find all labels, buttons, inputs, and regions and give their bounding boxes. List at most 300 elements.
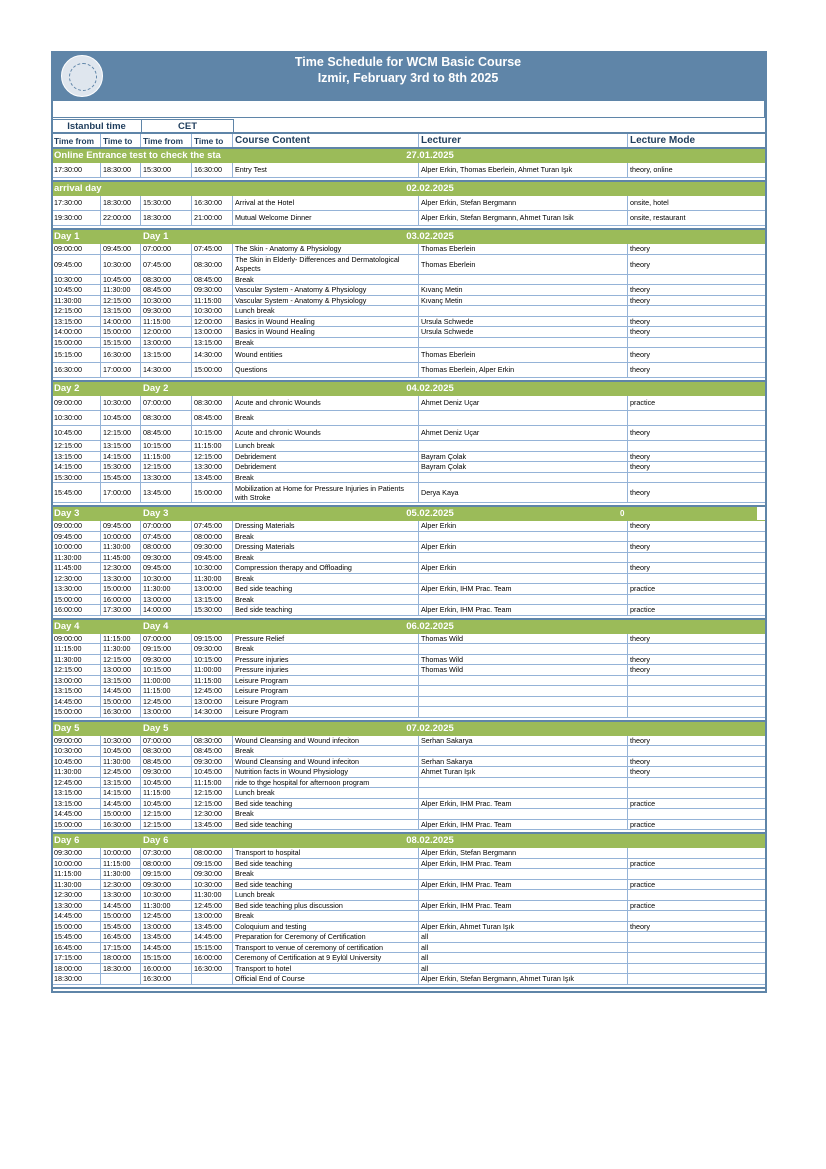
time-to-cet: 10:30:00 <box>192 306 233 317</box>
time-to-cet: 10:30:00 <box>192 879 233 890</box>
time-to-cet: 08:45:00 <box>192 746 233 757</box>
time-from-istanbul: 12:15:00 <box>52 665 101 676</box>
schedule-row <box>52 521 766 532</box>
lecturer <box>419 644 628 655</box>
time-from-istanbul: 18:00:00 <box>52 963 101 974</box>
schedule-row <box>52 594 766 605</box>
schedule-row <box>52 552 766 563</box>
lecture-mode: practice <box>628 900 766 911</box>
schedule-row <box>52 746 766 757</box>
time-to-cet: 11:00:00 <box>192 665 233 676</box>
course-content: Vascular System - Anatomy & Physiology <box>233 295 419 306</box>
schedule-row <box>52 644 766 655</box>
time-from-istanbul: 12:15:00 <box>52 306 101 317</box>
time-to-istanbul: 15:00:00 <box>101 911 141 922</box>
schedule-row <box>52 363 766 378</box>
lecturer: Ahmet Turan Işık <box>419 767 628 778</box>
lecture-mode <box>628 306 766 317</box>
lecturer: Thomas Eberlein, Alper Erkin <box>419 363 628 378</box>
time-from-cet: 13:00:00 <box>141 594 192 605</box>
lecture-mode <box>628 531 766 542</box>
time-from-istanbul: 15:45:00 <box>52 483 101 503</box>
lecture-mode: theory <box>628 735 766 746</box>
time-to-cet: 21:00:00 <box>192 211 233 226</box>
schedule-row <box>52 942 766 953</box>
time-from-istanbul: 12:30:00 <box>52 890 101 901</box>
time-to-istanbul: 15:30:00 <box>101 462 141 473</box>
time-to-cet: 12:30:00 <box>192 809 233 820</box>
time-to-istanbul: 10:00:00 <box>101 531 141 542</box>
lecture-mode <box>628 552 766 563</box>
time-to-cet: 08:30:00 <box>192 254 233 274</box>
lecturer: Ursula Schwede <box>419 327 628 338</box>
time-from-istanbul: 14:45:00 <box>52 696 101 707</box>
course-content: Pressure injuries <box>233 665 419 676</box>
day-label-cet: Day 4 <box>141 619 233 634</box>
cet-label: CET <box>141 119 234 133</box>
page-subtitle: Izmir, February 3rd to 8th 2025 <box>317 71 499 85</box>
schedule-row <box>52 274 766 285</box>
lecture-mode: theory <box>628 483 766 503</box>
time-from-cet: 15:15:00 <box>141 953 192 964</box>
lecturer: Bayram Çolak <box>419 451 628 462</box>
day-date: 04.02.2025 <box>233 381 628 396</box>
schedule-row <box>52 472 766 483</box>
course-content: Bed side teaching <box>233 819 419 830</box>
time-from-istanbul: 09:00:00 <box>52 396 101 411</box>
day-section-header <box>52 148 766 163</box>
course-content: The Skin in Elderly- Differences and Dermatological Aspects <box>233 254 419 274</box>
time-from-istanbul: 09:45:00 <box>52 531 101 542</box>
time-from-cet: 16:30:00 <box>141 974 192 985</box>
course-content: Lunch break <box>233 306 419 317</box>
time-to-cet: 08:00:00 <box>192 848 233 859</box>
time-from-cet: 12:45:00 <box>141 911 192 922</box>
time-to-cet: 12:15:00 <box>192 788 233 799</box>
day-extra-value <box>628 619 766 634</box>
time-to-istanbul: 16:30:00 <box>101 819 141 830</box>
time-to-istanbul: 10:45:00 <box>101 274 141 285</box>
time-from-cet: 08:45:00 <box>141 426 192 441</box>
day-label: Day 6 <box>52 833 141 848</box>
time-from-cet: 09:30:00 <box>141 552 192 563</box>
day-section-header <box>52 721 766 736</box>
time-to-cet: 09:30:00 <box>192 644 233 655</box>
lecture-mode <box>628 911 766 922</box>
lecturer <box>419 531 628 542</box>
schedule-row <box>52 696 766 707</box>
time-from-cet: 07:00:00 <box>141 396 192 411</box>
time-from-cet: 13:00:00 <box>141 337 192 348</box>
schedule-row <box>52 809 766 820</box>
lecture-mode: practice <box>628 879 766 890</box>
lecturer <box>419 441 628 452</box>
schedule-row <box>52 665 766 676</box>
course-content: Acute and chronic Wounds <box>233 426 419 441</box>
time-to-cet: 13:15:00 <box>192 337 233 348</box>
course-content: The Skin - Anatomy & Physiology <box>233 244 419 255</box>
course-content: Break <box>233 809 419 820</box>
lecture-mode <box>628 974 766 985</box>
time-from-cet: 12:45:00 <box>141 696 192 707</box>
time-to-istanbul: 13:30:00 <box>101 573 141 584</box>
course-content: Compression therapy and Offloading <box>233 563 419 574</box>
course-content: Questions <box>233 363 419 378</box>
schedule-row <box>52 767 766 778</box>
lecturer: Serhan Sakarya <box>419 756 628 767</box>
time-to-cet: 10:15:00 <box>192 654 233 665</box>
schedule-row <box>52 163 766 178</box>
lecturer: Thomas Eberlein <box>419 254 628 274</box>
time-from-cet: 13:30:00 <box>141 472 192 483</box>
time-from-istanbul: 09:00:00 <box>52 521 101 532</box>
lecture-mode <box>628 777 766 788</box>
time-to-istanbul: 12:30:00 <box>101 879 141 890</box>
lecturer <box>419 696 628 707</box>
time-from-cet: 07:45:00 <box>141 531 192 542</box>
day-label-cet: Day 2 <box>141 381 233 396</box>
lecture-mode: practice <box>628 798 766 809</box>
course-content: Break <box>233 911 419 922</box>
time-to-istanbul: 11:30:00 <box>101 644 141 655</box>
lecturer: Kıvanç Metin <box>419 295 628 306</box>
time-to-cet <box>192 974 233 985</box>
lecturer <box>419 306 628 317</box>
course-content: Vascular System - Anatomy & Physiology <box>233 285 419 296</box>
time-to-istanbul: 16:30:00 <box>101 348 141 363</box>
lecturer: Thomas Eberlein <box>419 244 628 255</box>
lecture-mode: practice <box>628 396 766 411</box>
lecturer: Thomas Wild <box>419 633 628 644</box>
schedule-row <box>52 306 766 317</box>
day-date: 08.02.2025 <box>233 833 628 848</box>
time-to-istanbul: 15:45:00 <box>101 472 141 483</box>
lecturer: all <box>419 963 628 974</box>
lecturer: Alper Erkin, Stefan Bergmann <box>419 848 628 859</box>
schedule-row <box>52 573 766 584</box>
lecture-mode <box>628 869 766 880</box>
course-content: Lunch break <box>233 788 419 799</box>
course-content: Transport to venue of ceremony of certification <box>233 942 419 953</box>
time-from-cet: 11:00:00 <box>141 675 192 686</box>
time-from-istanbul: 10:00:00 <box>52 858 101 869</box>
course-content: Leisure Program <box>233 675 419 686</box>
time-from-cet: 11:15:00 <box>141 451 192 462</box>
time-to-cet: 16:00:00 <box>192 953 233 964</box>
lecturer: Thomas Wild <box>419 665 628 676</box>
lecture-mode: theory <box>628 633 766 644</box>
time-from-istanbul: 16:00:00 <box>52 605 101 616</box>
time-to-istanbul: 09:45:00 <box>101 244 141 255</box>
schedule-row <box>52 932 766 943</box>
time-from-istanbul: 10:45:00 <box>52 756 101 767</box>
day-label-cet: Day 1 <box>141 229 233 244</box>
schedule-row <box>52 633 766 644</box>
time-from-cet: 14:45:00 <box>141 942 192 953</box>
course-content: Leisure Program <box>233 707 419 718</box>
course-content: Mobilization at Home for Pressure Injuries in Patients with Stroke <box>233 483 419 503</box>
time-to-cet: 13:00:00 <box>192 584 233 595</box>
time-to-istanbul: 15:45:00 <box>101 921 141 932</box>
lecturer <box>419 911 628 922</box>
course-content: Dressing Materials <box>233 542 419 553</box>
course-content: Break <box>233 552 419 563</box>
schedule-row <box>52 675 766 686</box>
time-from-istanbul: 14:15:00 <box>52 462 101 473</box>
time-from-cet: 13:15:00 <box>141 348 192 363</box>
time-from-cet: 08:30:00 <box>141 274 192 285</box>
lecture-mode: theory, online <box>628 163 766 178</box>
lecture-mode <box>628 472 766 483</box>
time-to-cet: 09:15:00 <box>192 633 233 644</box>
lecturer <box>419 777 628 788</box>
time-from-istanbul: 15:00:00 <box>52 337 101 348</box>
time-to-cet: 08:30:00 <box>192 396 233 411</box>
time-to-istanbul: 12:45:00 <box>101 767 141 778</box>
time-from-istanbul: 12:30:00 <box>52 573 101 584</box>
course-content: Nutrition facts in Wound Physiology <box>233 767 419 778</box>
schedule-row <box>52 974 766 985</box>
blank-row <box>51 101 765 118</box>
time-from-cet: 11:30:00 <box>141 584 192 595</box>
time-to-cet: 15:30:00 <box>192 605 233 616</box>
lecture-mode <box>628 274 766 285</box>
time-to-cet: 16:30:00 <box>192 196 233 211</box>
time-to-cet: 09:30:00 <box>192 869 233 880</box>
time-from-cet: 10:45:00 <box>141 777 192 788</box>
day-date: 07.02.2025 <box>233 721 628 736</box>
day-label-cet: Day 5 <box>141 721 233 736</box>
time-from-cet: 09:45:00 <box>141 563 192 574</box>
lecture-mode <box>628 848 766 859</box>
time-to-istanbul: 11:30:00 <box>101 756 141 767</box>
lecture-mode: theory <box>628 462 766 473</box>
course-content: Pressure injuries <box>233 654 419 665</box>
time-from-istanbul: 11:30:00 <box>52 879 101 890</box>
lecture-mode <box>628 675 766 686</box>
time-to-istanbul: 11:30:00 <box>101 542 141 553</box>
schedule-row <box>52 584 766 595</box>
lecture-mode: theory <box>628 285 766 296</box>
lecturer <box>419 675 628 686</box>
lecture-mode <box>628 788 766 799</box>
time-from-istanbul: 13:15:00 <box>52 451 101 462</box>
time-from-istanbul: 15:30:00 <box>52 472 101 483</box>
lecturer: Alper Erkin, Ahmet Turan Işık <box>419 921 628 932</box>
schedule-sheet <box>51 51 765 989</box>
lecturer <box>419 274 628 285</box>
time-to-cet: 13:30:00 <box>192 462 233 473</box>
schedule-row <box>52 869 766 880</box>
course-content: Bed side teaching plus discussion <box>233 900 419 911</box>
time-to-istanbul: 09:45:00 <box>101 521 141 532</box>
course-content: Ceremony of Certification at 9 Eylül University <box>233 953 419 964</box>
time-to-istanbul: 12:15:00 <box>101 295 141 306</box>
time-from-istanbul: 10:45:00 <box>52 285 101 296</box>
schedule-row <box>52 890 766 901</box>
time-from-istanbul: 10:45:00 <box>52 426 101 441</box>
time-to-cet: 13:00:00 <box>192 327 233 338</box>
time-to-cet: 11:30:00 <box>192 890 233 901</box>
schedule-row <box>52 483 766 503</box>
time-from-cet: 09:30:00 <box>141 767 192 778</box>
time-to-cet: 14:30:00 <box>192 707 233 718</box>
lecture-mode: theory <box>628 921 766 932</box>
time-to-cet: 09:30:00 <box>192 285 233 296</box>
lecturer: Thomas Eberlein <box>419 348 628 363</box>
lecturer: Alper Erkin, IHM Prac. Team <box>419 879 628 890</box>
lecture-mode: theory <box>628 348 766 363</box>
schedule-row <box>52 531 766 542</box>
day-label-cet: Day 6 <box>141 833 233 848</box>
schedule-row <box>52 337 766 348</box>
day-date: 02.02.2025 <box>233 181 628 196</box>
schedule-row <box>52 707 766 718</box>
time-to-istanbul: 13:15:00 <box>101 777 141 788</box>
time-from-istanbul: 15:00:00 <box>52 819 101 830</box>
time-from-istanbul: 09:00:00 <box>52 633 101 644</box>
time-to-istanbul: 15:00:00 <box>101 327 141 338</box>
time-from-cet: 10:30:00 <box>141 295 192 306</box>
lecture-mode: theory <box>628 254 766 274</box>
time-from-istanbul: 13:15:00 <box>52 316 101 327</box>
lecture-mode: theory <box>628 654 766 665</box>
schedule-row <box>52 798 766 809</box>
lecturer: Ahmet Deniz Uçar <box>419 426 628 441</box>
lecture-mode: theory <box>628 521 766 532</box>
day-extra-value <box>628 721 766 736</box>
time-to-istanbul: 14:15:00 <box>101 788 141 799</box>
lecture-mode: theory <box>628 756 766 767</box>
lecturer <box>419 337 628 348</box>
schedule-row <box>52 900 766 911</box>
course-content: Debridement <box>233 462 419 473</box>
time-to-istanbul: 18:30:00 <box>101 163 141 178</box>
lecturer: Alper Erkin, IHM Prac. Team <box>419 819 628 830</box>
course-content: Bed side teaching <box>233 798 419 809</box>
lecture-mode: theory <box>628 316 766 327</box>
lecturer: Alper Erkin, IHM Prac. Team <box>419 798 628 809</box>
time-from-istanbul: 11:30:00 <box>52 295 101 306</box>
lecture-mode: theory <box>628 563 766 574</box>
time-to-istanbul: 12:15:00 <box>101 426 141 441</box>
lecture-mode <box>628 746 766 757</box>
course-content: Break <box>233 531 419 542</box>
course-content: Arrival at the Hotel <box>233 196 419 211</box>
day-extra-value <box>628 148 766 163</box>
time-from-cet: 13:00:00 <box>141 921 192 932</box>
schedule-row <box>52 451 766 462</box>
schedule-row <box>52 563 766 574</box>
course-content: Bed side teaching <box>233 858 419 869</box>
time-from-istanbul: 12:45:00 <box>52 777 101 788</box>
time-from-istanbul: 18:30:00 <box>52 974 101 985</box>
time-from-istanbul: 10:30:00 <box>52 274 101 285</box>
lecturer: Alper Erkin, Stefan Bergmann, Ahmet Turan Işık <box>419 974 628 985</box>
time-to-istanbul: 14:00:00 <box>101 316 141 327</box>
schedule-row <box>52 426 766 441</box>
course-content: Break <box>233 594 419 605</box>
time-to-istanbul: 15:00:00 <box>101 584 141 595</box>
time-from-cet: 14:00:00 <box>141 605 192 616</box>
time-to-istanbul: 10:30:00 <box>101 735 141 746</box>
time-to-cet: 15:15:00 <box>192 942 233 953</box>
time-to-istanbul: 12:15:00 <box>101 654 141 665</box>
course-content: Break <box>233 746 419 757</box>
time-to-cet: 08:45:00 <box>192 411 233 426</box>
time-to-istanbul <box>101 974 141 985</box>
time-to-cet: 09:45:00 <box>192 552 233 563</box>
lecturer <box>419 788 628 799</box>
schedule-row <box>52 777 766 788</box>
lecturer: Alper Erkin, IHM Prac. Team <box>419 605 628 616</box>
time-from-cet: 14:30:00 <box>141 363 192 378</box>
course-content: Leisure Program <box>233 686 419 697</box>
schedule-row <box>52 348 766 363</box>
time-to-istanbul: 10:45:00 <box>101 746 141 757</box>
time-from-istanbul: 11:30:00 <box>52 552 101 563</box>
schedule-row <box>52 819 766 830</box>
time-from-cet: 09:30:00 <box>141 306 192 317</box>
time-from-istanbul: 10:30:00 <box>52 746 101 757</box>
time-to-cet: 12:45:00 <box>192 686 233 697</box>
time-to-cet: 09:15:00 <box>192 858 233 869</box>
time-from-istanbul: 10:00:00 <box>52 542 101 553</box>
day-extra-value <box>628 181 766 196</box>
time-to-cet: 16:30:00 <box>192 963 233 974</box>
schedule-row <box>52 542 766 553</box>
time-from-istanbul: 19:30:00 <box>52 211 101 226</box>
schedule-row <box>52 254 766 274</box>
day-section-header <box>52 181 766 196</box>
day-section-header <box>52 619 766 634</box>
course-content: Preparation for Ceremony of Certification <box>233 932 419 943</box>
schedule-row <box>52 285 766 296</box>
time-to-cet: 07:45:00 <box>192 521 233 532</box>
time-to-istanbul: 11:30:00 <box>101 869 141 880</box>
page-title: Time Schedule for WCM Basic Course <box>294 55 522 69</box>
schedule-row <box>52 953 766 964</box>
time-from-cet: 16:00:00 <box>141 963 192 974</box>
time-to-cet: 09:30:00 <box>192 542 233 553</box>
lecturer: Alper Erkin <box>419 563 628 574</box>
lecturer <box>419 746 628 757</box>
time-to-cet: 11:15:00 <box>192 675 233 686</box>
time-from-cet: 11:15:00 <box>141 316 192 327</box>
istanbul-time-label: Istanbul time <box>51 119 142 133</box>
lecturer: Alper Erkin, Thomas Eberlein, Ahmet Turan Işık <box>419 163 628 178</box>
lecture-mode: onsite, hotel <box>628 196 766 211</box>
time-to-istanbul: 10:30:00 <box>101 254 141 274</box>
time-to-cet: 08:00:00 <box>192 531 233 542</box>
time-from-cet: 09:15:00 <box>141 869 192 880</box>
course-content: Entry Test <box>233 163 419 178</box>
time-to-cet: 13:45:00 <box>192 921 233 932</box>
schedule-row <box>52 921 766 932</box>
lecturer <box>419 472 628 483</box>
time-from-istanbul: 14:45:00 <box>52 809 101 820</box>
time-to-cet: 08:45:00 <box>192 274 233 285</box>
lecturer: Derya Kaya <box>419 483 628 503</box>
schedule-row <box>52 605 766 616</box>
time-from-cet: 10:15:00 <box>141 441 192 452</box>
course-content: Basics in Wound Healing <box>233 327 419 338</box>
time-from-cet: 09:15:00 <box>141 644 192 655</box>
lecture-mode <box>628 696 766 707</box>
course-content: Lunch break <box>233 441 419 452</box>
time-to-istanbul: 11:30:00 <box>101 285 141 296</box>
lecturer: Ahmet Deniz Uçar <box>419 396 628 411</box>
